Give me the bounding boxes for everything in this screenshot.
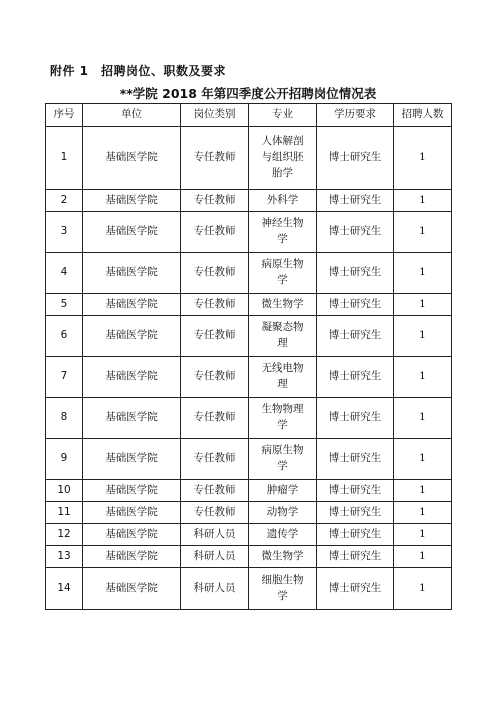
cell-unit: 基础医学院 xyxy=(83,568,181,610)
cell-unit: 基础医学院 xyxy=(83,439,181,480)
cell-category: 专任教师 xyxy=(181,253,249,294)
header-education: 学历要求 xyxy=(317,104,394,127)
cell-count: 1 xyxy=(394,502,452,524)
major-text: 微生物学 xyxy=(261,297,304,310)
table-row xyxy=(46,253,452,294)
cell-category: 专任教师 xyxy=(181,357,249,398)
cell-no: 10 xyxy=(46,480,83,502)
cell-count: 1 xyxy=(394,190,452,212)
cell-education: 博士研究生 xyxy=(317,480,394,502)
cell-no: 14 xyxy=(46,568,83,610)
cell-unit: 基础医学院 xyxy=(83,398,181,439)
table-title: **学院 2018 年第四季度公开招聘岗位情况表 xyxy=(119,86,377,101)
cell-major xyxy=(249,502,317,524)
cell-major xyxy=(249,190,317,212)
cell-education: 博士研究生 xyxy=(317,190,394,212)
cell-no: 4 xyxy=(46,253,83,294)
table-row xyxy=(46,357,452,398)
cell-count: 1 xyxy=(394,568,452,610)
cell-unit: 基础医学院 xyxy=(83,127,181,190)
major-text: 病原生物学 xyxy=(261,258,304,286)
cell-education: 博士研究生 xyxy=(317,253,394,294)
cell-category: 专任教师 xyxy=(181,316,249,357)
cell-major xyxy=(249,357,317,398)
header-major: 专业 xyxy=(249,104,317,127)
cell-no: 9 xyxy=(46,439,83,480)
header-count: 招聘人数 xyxy=(394,104,452,127)
cell-count: 1 xyxy=(394,316,452,357)
cell-no: 12 xyxy=(46,524,83,546)
major-text: 生物物理学 xyxy=(261,403,304,431)
cell-education: 博士研究生 xyxy=(317,127,394,190)
table-row xyxy=(46,316,452,357)
cell-count: 1 xyxy=(394,253,452,294)
major-text: 遗传学 xyxy=(266,527,299,540)
cell-education: 博士研究生 xyxy=(317,502,394,524)
table-row xyxy=(46,212,452,253)
cell-category: 专任教师 xyxy=(181,398,249,439)
cell-count: 1 xyxy=(394,546,452,568)
cell-category: 科研人员 xyxy=(181,568,249,610)
cell-count: 1 xyxy=(394,127,452,190)
cell-count: 1 xyxy=(394,212,452,253)
cell-count: 1 xyxy=(394,294,452,316)
cell-count: 1 xyxy=(394,480,452,502)
cell-category: 专任教师 xyxy=(181,294,249,316)
table-row xyxy=(46,294,452,316)
table-row xyxy=(46,127,452,190)
cell-no: 7 xyxy=(46,357,83,398)
cell-major xyxy=(249,568,317,610)
cell-education: 博士研究生 xyxy=(317,546,394,568)
cell-category: 专任教师 xyxy=(181,480,249,502)
table-row xyxy=(46,439,452,480)
cell-major xyxy=(249,546,317,568)
cell-major xyxy=(249,480,317,502)
major-text: 外科学 xyxy=(266,193,299,206)
header-category: 岗位类别 xyxy=(181,104,249,127)
major-text: 肿瘤学 xyxy=(266,483,299,496)
cell-education: 博士研究生 xyxy=(317,212,394,253)
cell-no: 5 xyxy=(46,294,83,316)
cell-category: 专任教师 xyxy=(181,502,249,524)
header-unit: 单位 xyxy=(83,104,181,127)
cell-unit: 基础医学院 xyxy=(83,212,181,253)
header-no: 序号 xyxy=(46,104,83,127)
cell-unit: 基础医学院 xyxy=(83,316,181,357)
cell-major xyxy=(249,294,317,316)
cell-category: 专任教师 xyxy=(181,439,249,480)
table-row xyxy=(46,190,452,212)
cell-unit: 基础医学院 xyxy=(83,357,181,398)
cell-no: 6 xyxy=(46,316,83,357)
cell-major xyxy=(249,524,317,546)
cell-category: 专任教师 xyxy=(181,127,249,190)
cell-no: 8 xyxy=(46,398,83,439)
positions-table xyxy=(45,103,452,610)
cell-category: 科研人员 xyxy=(181,524,249,546)
cell-category: 科研人员 xyxy=(181,546,249,568)
cell-education: 博士研究生 xyxy=(317,524,394,546)
cell-count: 1 xyxy=(394,439,452,480)
cell-no: 1 xyxy=(46,127,83,190)
major-text: 微生物学 xyxy=(261,549,304,562)
table-row xyxy=(46,398,452,439)
cell-unit: 基础医学院 xyxy=(83,253,181,294)
cell-major xyxy=(249,439,317,480)
major-text: 神经生物学 xyxy=(261,217,304,245)
cell-unit: 基础医学院 xyxy=(83,546,181,568)
cell-unit: 基础医学院 xyxy=(83,480,181,502)
major-text: 人体解剖与组织胚胎学 xyxy=(261,135,304,179)
cell-unit: 基础医学院 xyxy=(83,190,181,212)
cell-count: 1 xyxy=(394,524,452,546)
cell-major xyxy=(249,253,317,294)
cell-major xyxy=(249,398,317,439)
cell-category: 专任教师 xyxy=(181,212,249,253)
table-row xyxy=(46,480,452,502)
cell-count: 1 xyxy=(394,398,452,439)
table-row xyxy=(46,502,452,524)
cell-no: 11 xyxy=(46,502,83,524)
cell-education: 博士研究生 xyxy=(317,316,394,357)
cell-unit: 基础医学院 xyxy=(83,294,181,316)
cell-no: 13 xyxy=(46,546,83,568)
cell-category: 专任教师 xyxy=(181,190,249,212)
attachment-heading: 附件 1 招聘岗位、职数及要求 xyxy=(50,64,227,78)
cell-education: 博士研究生 xyxy=(317,439,394,480)
table-row xyxy=(46,568,452,610)
major-text: 动物学 xyxy=(266,505,299,518)
cell-education: 博士研究生 xyxy=(317,398,394,439)
cell-education: 博士研究生 xyxy=(317,357,394,398)
major-text: 细胞生物学 xyxy=(261,573,304,602)
major-text: 无线电物理 xyxy=(261,362,304,390)
cell-education: 博士研究生 xyxy=(317,568,394,610)
major-text: 凝聚态物理 xyxy=(261,321,304,349)
cell-major xyxy=(249,316,317,357)
cell-education: 博士研究生 xyxy=(317,294,394,316)
cell-major xyxy=(249,212,317,253)
cell-count: 1 xyxy=(394,357,452,398)
table-row xyxy=(46,524,452,546)
header-row xyxy=(46,104,452,127)
table-row xyxy=(46,546,452,568)
cell-no: 2 xyxy=(46,190,83,212)
cell-unit: 基础医学院 xyxy=(83,524,181,546)
cell-unit: 基础医学院 xyxy=(83,502,181,524)
cell-major xyxy=(249,127,317,190)
cell-no: 3 xyxy=(46,212,83,253)
major-text: 病原生物学 xyxy=(261,444,304,472)
